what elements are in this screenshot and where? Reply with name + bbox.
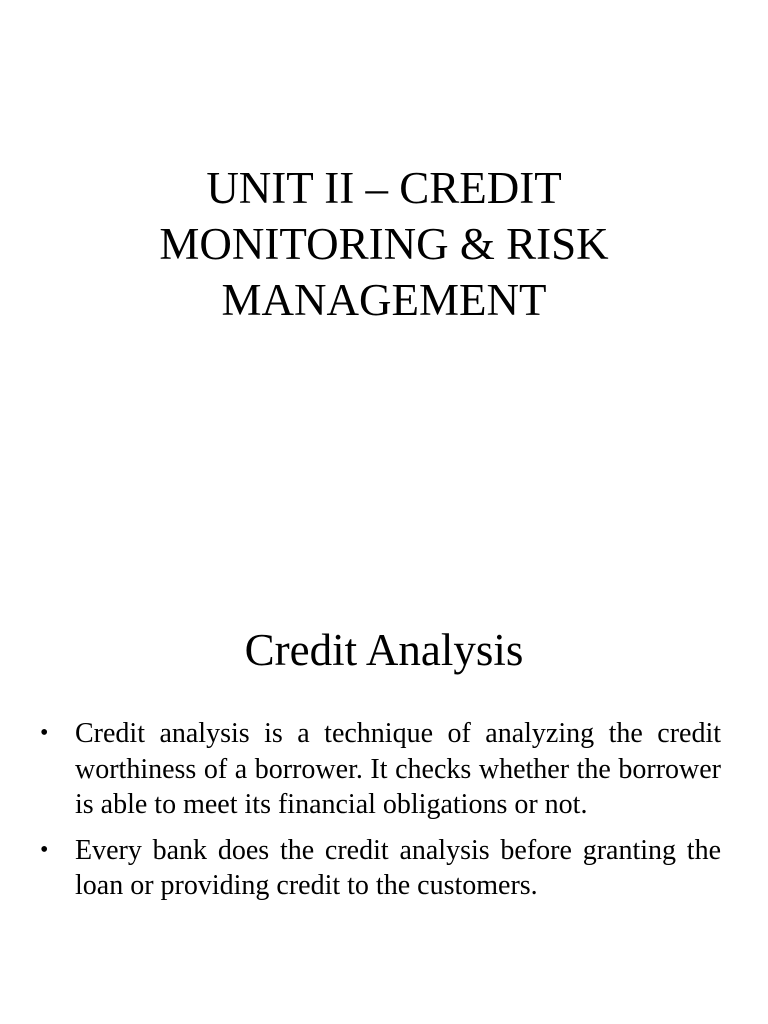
bullet-text: Credit analysis is a technique of analyzing the credit worthiness of a borrower. It checks whether the borrower is able to meet its financial obligations or not. <box>75 718 721 820</box>
slide-credit-analysis <box>0 512 768 1024</box>
slide-title: Credit Analysis <box>244 625 524 675</box>
unit-title-line: MANAGEMENT <box>221 275 547 325</box>
bullet-text: Every bank does the credit analysis before granting the loan or providing credit to the customers. <box>75 834 721 901</box>
bullet-item <box>40 716 721 823</box>
bullet-dot-icon: • <box>40 836 49 863</box>
bullet-list <box>40 716 721 914</box>
bullet-item <box>40 833 721 904</box>
bullet-dot-icon: • <box>40 720 49 746</box>
unit-title <box>60 160 708 328</box>
unit-title-line: UNIT II – CREDIT <box>206 163 562 213</box>
unit-title-line: MONITORING & RISK <box>159 219 609 269</box>
